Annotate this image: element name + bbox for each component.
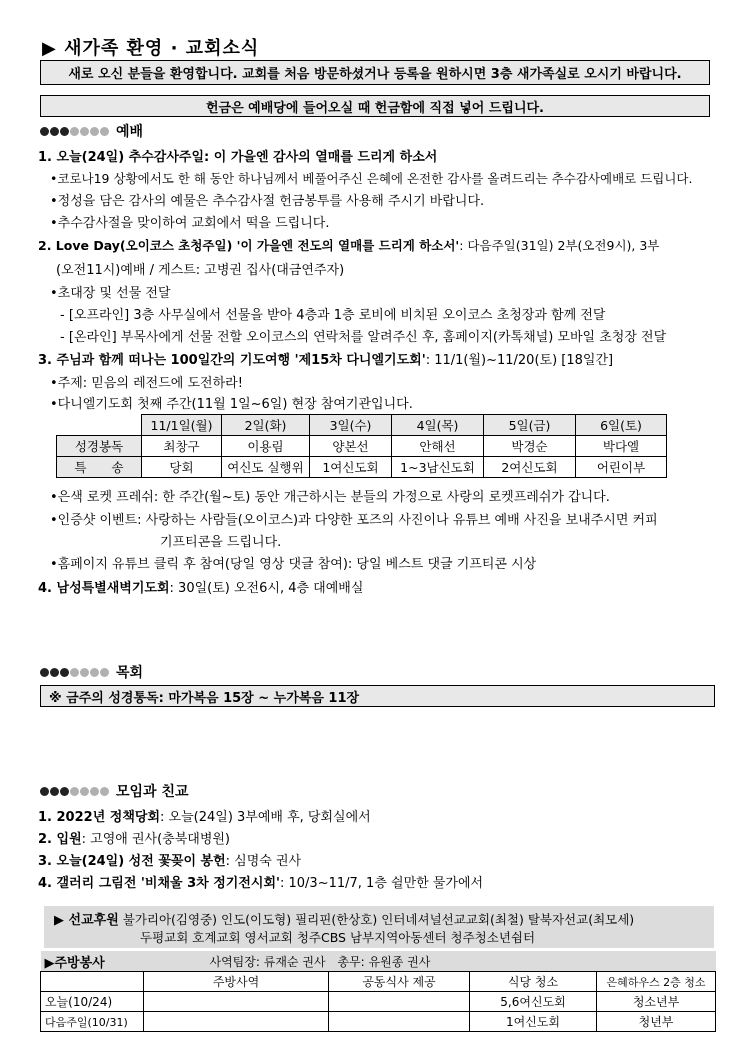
worship-item-3-bullet: •주제: 믿음의 레전드에 도전하라! <box>50 376 243 391</box>
worship-item-1-title: 1. 오늘(24일) 추수감사주일: 이 가을엔 감사의 열매를 드리게 하소서 <box>38 150 438 165</box>
section-heading-worship <box>40 121 143 141</box>
table-cell: 청년부 <box>597 1012 716 1032</box>
table-cell: 청소년부 <box>597 992 716 1012</box>
item-detail: : 다음주일(31일) 2부(오전9시), 3부 <box>459 238 660 253</box>
table-cell: 2여신도회 <box>484 457 576 478</box>
table-header-cell: 은혜하우스 2층 청소 <box>597 972 716 992</box>
table-row <box>41 1012 716 1032</box>
table-cell: 어린이부 <box>576 457 667 478</box>
worship-item-2-detail: (오전11시)예배 / 게스트: 고병권 집사(대금연주자) <box>56 263 345 278</box>
worship-item-3-bullet: •은색 로켓 프레쉬: 한 주간(월~토) 동안 개근하시는 분들의 가정으로 사랑의 로켓프레쉬가 갑니다. <box>50 490 610 505</box>
table-header-cell: 6일(토) <box>576 415 667 436</box>
worship-item-2-title <box>38 236 659 254</box>
item-detail: : 고영애 권사(충북대병원) <box>81 832 231 847</box>
table-cell: 당회 <box>142 457 222 478</box>
kitchen-service-table <box>40 951 716 1032</box>
table-header-cell <box>57 415 142 436</box>
table-cell: 5,6여신도회 <box>470 992 597 1012</box>
section-title: 예배 <box>116 124 144 140</box>
table-header-cell: 2일(화) <box>222 415 310 436</box>
kitchen-header-bar <box>41 951 716 972</box>
mission-line <box>54 909 704 928</box>
item-title: 2. Love Day(오이코스 초청주일) '이 가을엔 전도의 열매를 드리게 하소서' <box>38 238 460 253</box>
kitchen-label: ▶주방봉사 <box>41 951 144 972</box>
fellowship-item <box>38 872 483 891</box>
item-detail: : 10/3~11/7, 1층 쉴만한 물가에서 <box>280 876 484 891</box>
table-row <box>57 457 667 478</box>
item-detail: : 11/1(월)~11/20(토) [18일간] <box>425 353 614 368</box>
table-cell: 1여신도회 <box>470 1012 597 1032</box>
mission-support-box <box>44 906 714 948</box>
table-cell: 박다엘 <box>576 436 667 457</box>
fellowship-item <box>38 828 230 847</box>
table-cell: 여신도 실행위 <box>222 457 310 478</box>
table-cell <box>144 1012 329 1032</box>
daniel-prayer-schedule-table <box>56 414 667 478</box>
item-title: 4. 남성특별새벽기도회 <box>38 581 170 596</box>
welcome-box: 새로 오신 분들을 환영합니다. 교회를 처음 방문하셨거나 등록을 원하시면 3층 새가족실로 오시기 바랍니다. <box>40 60 710 85</box>
table-header-row <box>57 415 667 436</box>
worship-item-3-bullet: •인증샷 이벤트: 사랑하는 사람들(오이코스)과 다양한 포즈의 사진이나 유튜브 예배 사진을 보내주시면 커피 <box>50 513 658 528</box>
section-heading-pastoral <box>40 662 143 682</box>
worship-item-1-bullet: •코로나19 상황에서도 한 해 동안 하나님께서 베풀어주신 은혜에 온전한 감사를 올려드리는 추수감사예배로 드립니다. <box>50 171 693 186</box>
kitchen-leaders: 사역팀장: 류재순 권사 총무: 유원종 권사 <box>144 951 716 972</box>
table-row-label: 특 송 <box>57 457 142 478</box>
worship-item-2-bullet: •초대장 및 선물 전달 <box>50 286 171 301</box>
page-title: ▶ 새가족 환영 · 교회소식 <box>42 38 260 59</box>
table-row-label: 다음주일(10/31) <box>41 1012 144 1032</box>
table-cell: 1여신도회 <box>310 457 392 478</box>
offering-notice-box: 헌금은 예배당에 들어오실 때 헌금함에 직접 넣어 드립니다. <box>40 95 710 117</box>
table-header-cell <box>41 972 144 992</box>
bible-reading-box: ※ 금주의 성경통독: 마가복음 15장 ~ 누가복음 11장 <box>40 685 715 707</box>
section-dots-icon <box>40 668 110 677</box>
table-header-cell: 주방사역 <box>144 972 329 992</box>
item-detail: : 오늘(24일) 3부예배 후, 당회실에서 <box>160 810 371 825</box>
section-dots-icon <box>40 127 110 136</box>
table-cell: 이용림 <box>222 436 310 457</box>
section-title: 모임과 친교 <box>116 784 189 800</box>
table-cell <box>329 992 470 1012</box>
table-header-row <box>41 972 716 992</box>
mission-label: ▶ 선교후원 <box>54 913 119 928</box>
worship-item-4 <box>38 577 363 596</box>
table-header-cell: 4일(목) <box>392 415 484 436</box>
table-header-cell: 공동식사 제공 <box>329 972 470 992</box>
item-title: 3. 오늘(24일) 성전 꽃꽂이 봉헌 <box>38 854 226 869</box>
worship-item-3-title <box>38 349 613 368</box>
table-cell: 박경순 <box>484 436 576 457</box>
mission-list: 불가리아(김영중) 인도(이도형) 필리핀(한상호) 인터네셔널선교교회(최철) 탈북자선교(최모세) <box>122 912 635 927</box>
item-detail: : 심명숙 권사 <box>225 854 302 869</box>
table-header-cell: 식당 청소 <box>470 972 597 992</box>
item-title: 3. 주님과 함께 떠나는 100일간의 기도여행 '제15차 다니엘기도회' <box>38 353 426 368</box>
table-cell: 최창구 <box>142 436 222 457</box>
worship-item-2-dash: - [오프라인] 3층 사무실에서 선물을 받아 4층과 1층 로비에 비치된 오이코스 초청장과 함께 전달 <box>60 308 606 323</box>
table-cell: 안해선 <box>392 436 484 457</box>
table-cell: 양본선 <box>310 436 392 457</box>
worship-item-1-bullet: •정성을 담은 감사의 예물은 추수감사절 헌금봉투를 사용해 주시기 바랍니다. <box>50 194 485 209</box>
item-title: 4. 갤러리 그림전 '비채울 3차 정기전시회' <box>38 876 280 891</box>
fellowship-item <box>38 806 371 825</box>
item-title: 2. 입원 <box>38 832 82 847</box>
worship-item-3-bullet-continued: 기프티콘을 드립니다. <box>160 535 282 550</box>
table-cell: 1~3남신도회 <box>392 457 484 478</box>
section-heading-fellowship <box>40 781 189 801</box>
section-dots-icon <box>40 787 110 796</box>
table-cell <box>144 992 329 1012</box>
section-title: 목회 <box>116 665 144 681</box>
mission-list-continued: 두평교회 호계교회 영서교회 청주CBS 남부지역아동센터 청주청소년쉼터 <box>140 930 536 945</box>
table-row-label: 성경봉독 <box>57 436 142 457</box>
worship-item-3-bullet: •홈페이지 유튜브 클릭 후 참여(당일 영상 댓글 참여): 당일 베스트 댓글 기프티콘 시상 <box>50 557 537 572</box>
table-row <box>57 436 667 457</box>
item-detail: : 30일(토) 오전6시, 4층 대예배실 <box>169 581 364 596</box>
table-header-cell: 3일(수) <box>310 415 392 436</box>
table-row-label: 오늘(10/24) <box>41 992 144 1012</box>
table-header-cell: 11/1일(월) <box>142 415 222 436</box>
fellowship-item <box>38 850 301 869</box>
table-header-cell: 5일(금) <box>484 415 576 436</box>
table-row <box>41 992 716 1012</box>
worship-item-3-bullet: •다니엘기도회 첫째 주간(11월 1일~6일) 현장 참여기관입니다. <box>50 397 413 412</box>
worship-item-1-bullet: •추수감사절을 맞이하여 교회에서 떡을 드립니다. <box>50 216 330 231</box>
table-cell <box>329 1012 470 1032</box>
item-title: 1. 2022년 정책당회 <box>38 810 161 825</box>
worship-item-2-dash: - [온라인] 부목사에게 선물 전할 오이코스의 연락처를 알려주신 후, 홈페이지(카톡채널) 모바일 초청장 전달 <box>60 330 667 345</box>
